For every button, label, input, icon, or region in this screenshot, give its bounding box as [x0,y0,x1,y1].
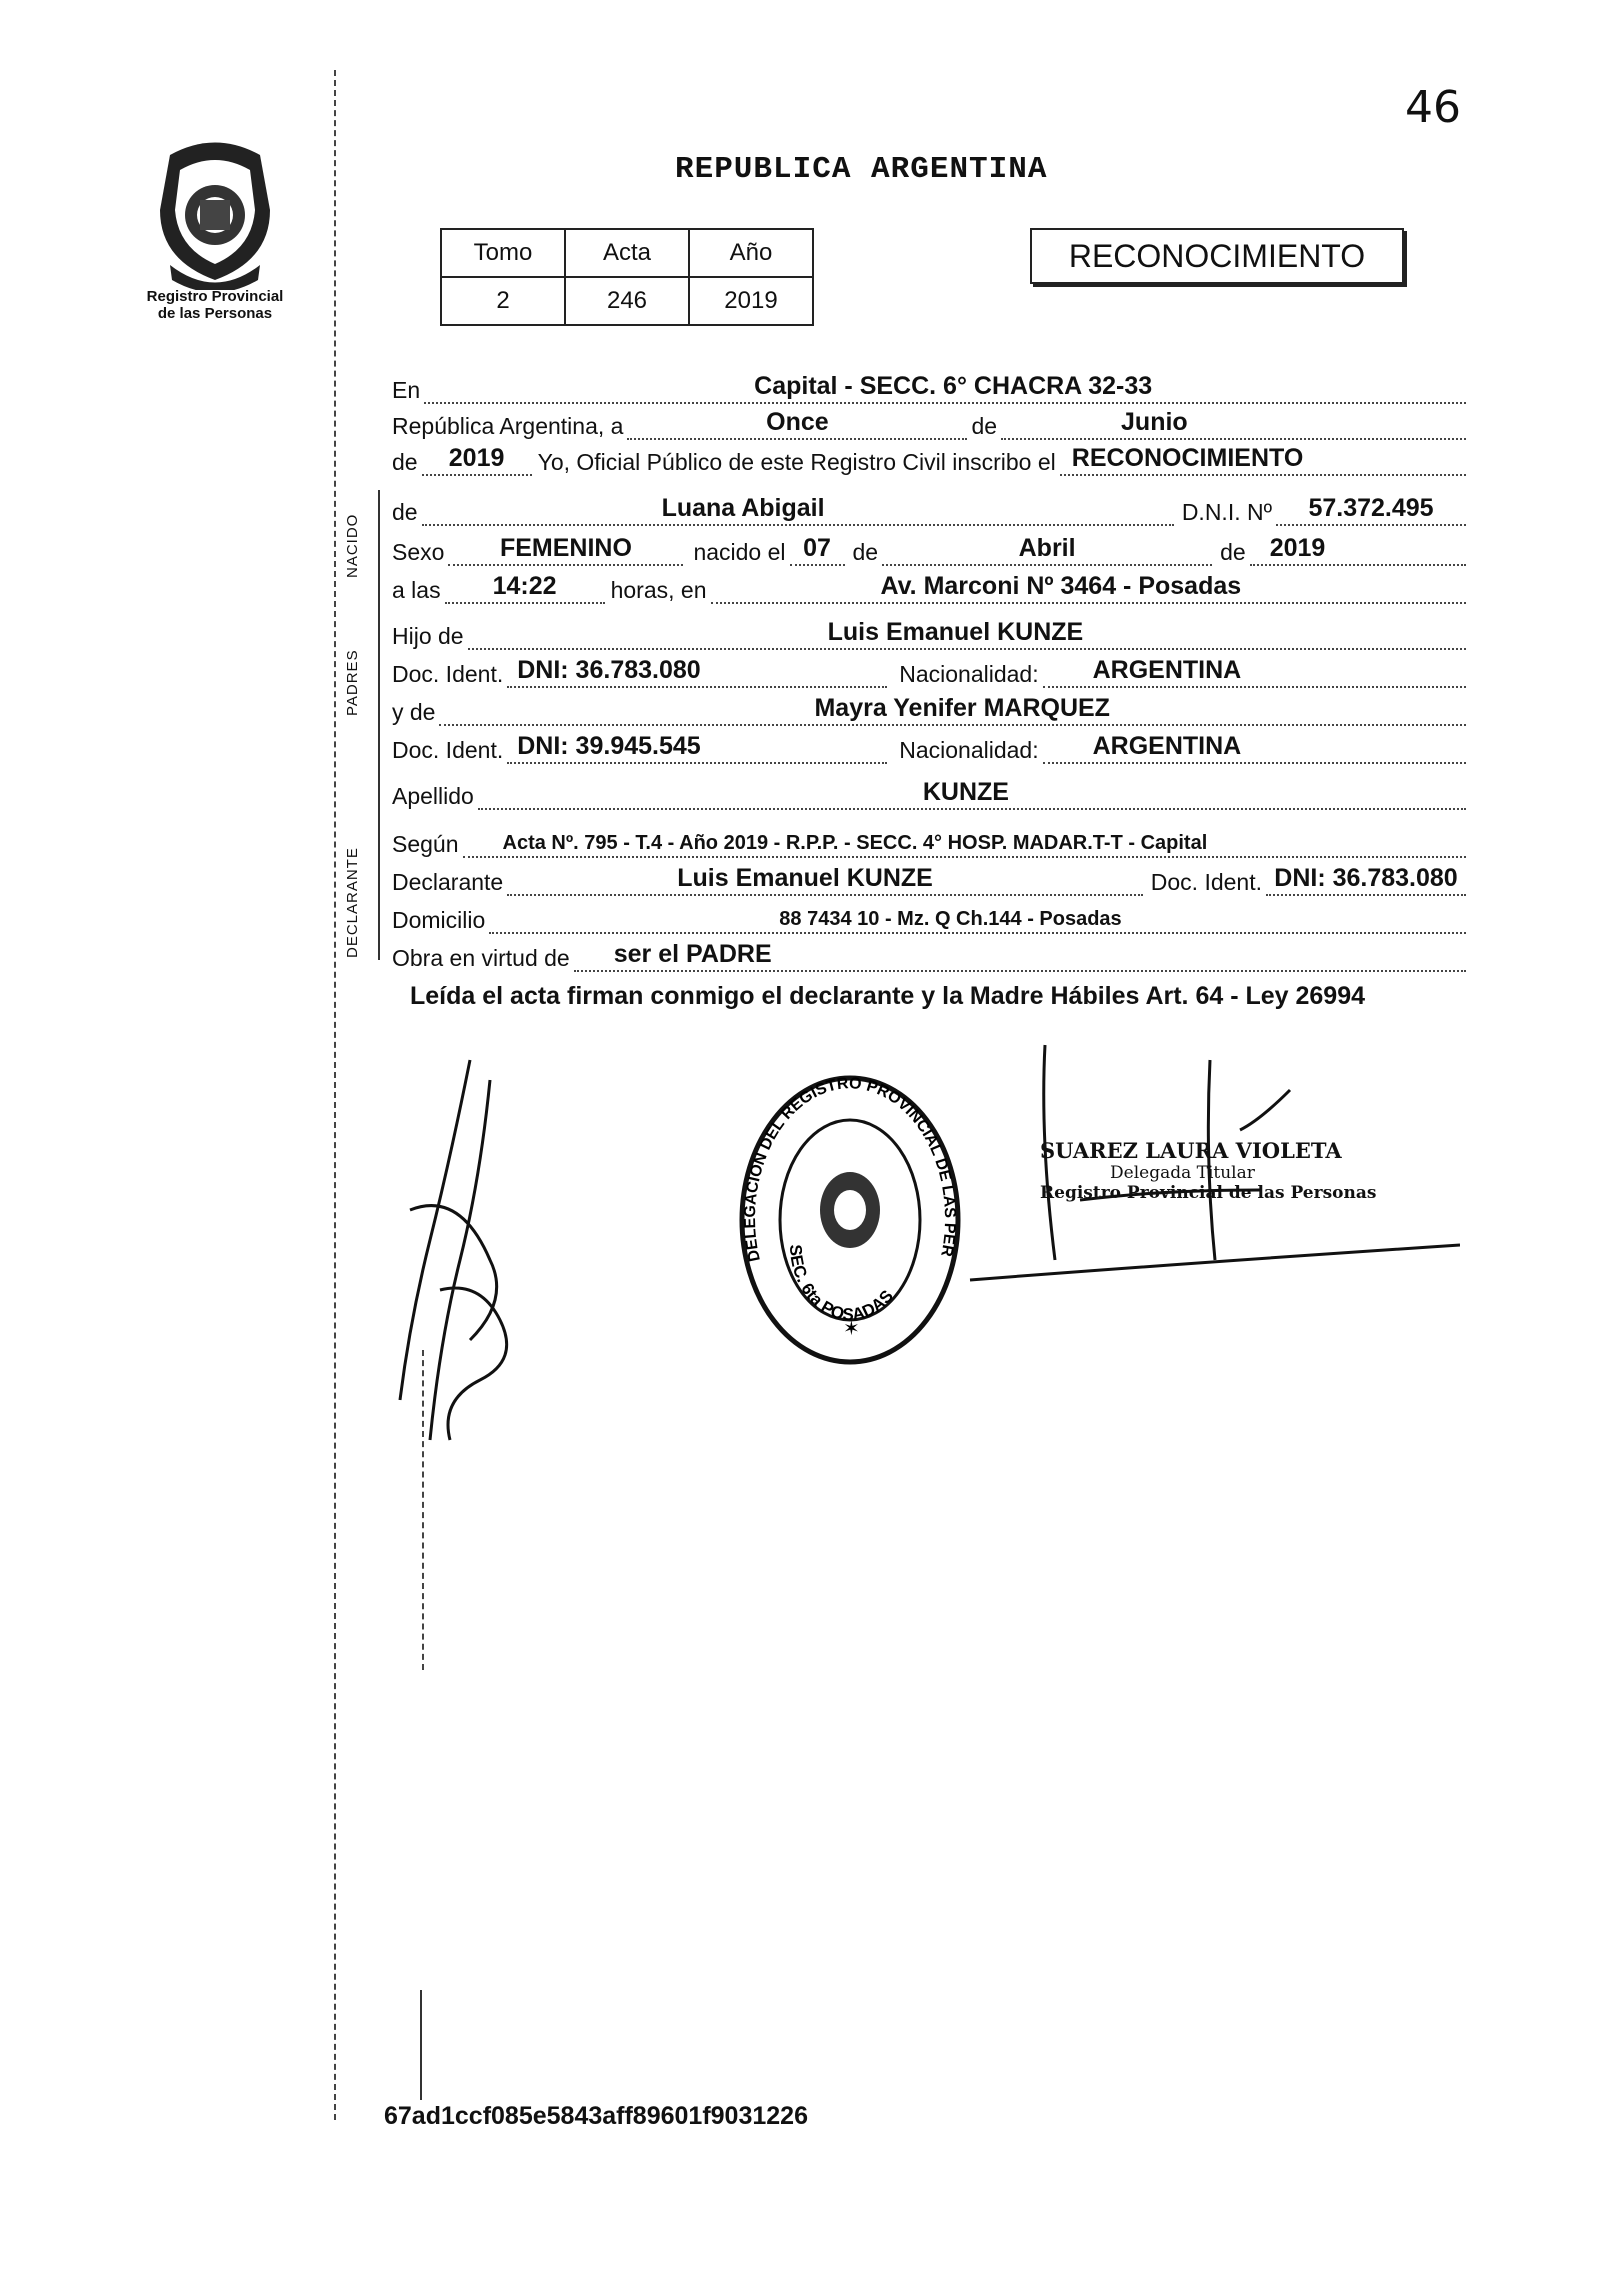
stamp-outer-text: DELEGACION DEL REGISTRO PROVINCIAL DE LAS PER [741,1075,959,1263]
segun-value: Acta Nº. 795 - T.4 - Año 2019 - R.P.P. - SECC. 4° HOSP. MADAR.T-T - Capital [502,832,1208,854]
segun-label: Según [392,831,459,857]
apellido-label: Apellido [392,783,474,809]
apellido-field [478,780,1466,810]
row-hijo [392,616,1466,650]
lugar-field [711,574,1467,604]
record-table [440,228,814,326]
side-label-declarante: DECLARANTE [344,847,361,958]
padre-field [468,620,1466,650]
hora-field [445,574,605,604]
obra-value: ser el PADRE [613,940,772,968]
row-hora [392,570,1466,604]
row-apellido [392,776,1466,810]
madre-value: Mayra Yenifer MARQUEZ [814,694,1110,722]
official-block [1040,1138,1376,1203]
dni-field [1276,496,1466,526]
dni-value: 57.372.495 [1308,494,1434,522]
nombre-field [422,496,1174,526]
domicilio-value: 88 7434 10 - Mz. Q Ch.144 - Posadas [779,908,1122,930]
nacido-month-value: Abril [1018,534,1076,562]
caption-line-1: Registro Provincial [146,288,284,305]
official-role: Delegada Titular [1110,1163,1255,1183]
nacido-de-1: de [852,539,879,565]
margin-line [334,70,336,2120]
madre-nac-value: ARGENTINA [1092,732,1242,760]
provincial-seal-logo [140,130,290,295]
row-nombre [392,492,1466,526]
domicilio-label: Domicilio [392,907,486,933]
sexo-value: FEMENINO [499,534,632,562]
official-stamp [735,1070,965,1375]
month-value: Junio [1121,408,1188,436]
tomo-header: Tomo [441,229,565,277]
official-registry: Registro Provincial de las Personas [1040,1183,1377,1203]
dec-doc-value: DNI: 36.783.080 [1274,864,1458,892]
dni-label: D.N.I. Nº [1181,499,1272,525]
row-fecha [392,406,1466,440]
padre-nac-field [1043,658,1466,688]
inscribo-value: RECONOCIMIENTO [1071,444,1304,472]
madre-nac-field [1043,734,1466,764]
dec-doc-label: Doc. Ident. [1150,869,1262,895]
hijo-label: Hijo de [392,623,464,649]
nombre-value: Luana Abigail [661,494,825,522]
madre-doc-field [507,734,887,764]
registry-caption [130,288,300,322]
row-sexo [392,532,1466,566]
nacido-day-field [790,536,845,566]
day-field [627,410,967,440]
page-number: 46 [1405,82,1461,133]
madre-field [439,696,1466,726]
padre-nac-label: Nacionalidad: [899,661,1039,687]
nacido-year-value: 2019 [1269,534,1326,562]
row-inscribo [392,442,1466,476]
official-name: SUAREZ LAURA VIOLETA [1040,1138,1342,1163]
declarante-label: Declarante [392,869,504,895]
padre-doc-label: Doc. Ident. [392,661,504,687]
obra-label: Obra en virtud de [392,945,570,971]
nacido-month-field [882,536,1212,566]
document-title: REPUBLICA ARGENTINA [675,152,1048,187]
de-label: de [971,413,998,439]
padre-doc-field [507,658,887,688]
nacido-label: nacido el [693,539,786,565]
madre-doc-value: DNI: 39.945.545 [517,732,701,760]
row-declarante [392,862,1466,896]
year-field [422,446,532,476]
row-padre-doc [392,654,1466,688]
margin-line-inner [378,490,380,960]
row-madre [392,692,1466,726]
sexo-label: Sexo [392,539,445,565]
tomo-value: 2 [441,277,565,325]
year-prefix: de [392,449,418,475]
apellido-value: KUNZE [922,778,1009,806]
inscribo-field [1060,446,1466,476]
obra-field [574,942,1466,972]
closing-statement: Leída el acta firman conmigo el declarante y la Madre Hábiles Art. 64 - Ley 26994 [410,982,1366,1010]
alas-label: a las [392,577,441,603]
row-segun [392,824,1466,858]
acta-value: 246 [565,277,689,325]
document-type-box: RECONOCIMIENTO [1030,228,1404,284]
nacido-de-2: de [1220,539,1246,565]
en-label: En [392,377,421,403]
document-hash: 67ad1ccf085e5843aff89601f9031226 [384,2102,808,2130]
declarante-field [507,866,1143,896]
padre-doc-value: DNI: 36.783.080 [517,656,701,684]
month-field [1001,410,1466,440]
nacido-day-value: 07 [803,534,831,562]
horas-label: horas, en [610,577,707,603]
margin-line-bottom [420,1990,422,2100]
caption-line-2: de las Personas [157,305,273,322]
day-value: Once [766,408,829,436]
row-madre-doc [392,730,1466,764]
year-value: 2019 [448,444,505,472]
row-en [392,370,1466,404]
acta-header: Acta [565,229,689,277]
anio-value: 2019 [689,277,813,325]
oficial-text: Yo, Oficial Público de este Registro Civil inscribo el [537,449,1056,475]
row-domicilio [392,900,1466,934]
republica-label: República Argentina, a [392,413,624,439]
lugar-value: Av. Marconi Nº 3464 - Posadas [880,572,1242,600]
segun-field [463,828,1466,858]
madre-doc-label: Doc. Ident. [392,737,504,763]
yde-label: y de [392,699,436,725]
side-label-nacido: NACIDO [344,513,361,578]
padre-nac-value: ARGENTINA [1092,656,1242,684]
padre-value: Luis Emanuel KUNZE [827,618,1084,646]
domicilio-field [489,904,1466,934]
stamp-inner-text: SEC. 6ta POSADAS [785,1244,898,1325]
en-value: Capital - SECC. 6° CHACRA 32-33 [754,372,1153,400]
en-field [424,374,1466,404]
sexo-field [448,536,683,566]
nacido-year-field [1250,536,1466,566]
declarante-value: Luis Emanuel KUNZE [677,864,933,892]
hora-value: 14:22 [492,572,557,600]
nacido-de-label: de [392,499,418,525]
side-label-padres: PADRES [344,649,361,716]
anio-header: Año [689,229,813,277]
declarant-signature [370,1040,550,1460]
madre-nac-label: Nacionalidad: [899,737,1039,763]
row-obra [392,938,1466,972]
dec-doc-field [1266,866,1466,896]
stamp-star-icon: ✶ [843,1318,860,1340]
